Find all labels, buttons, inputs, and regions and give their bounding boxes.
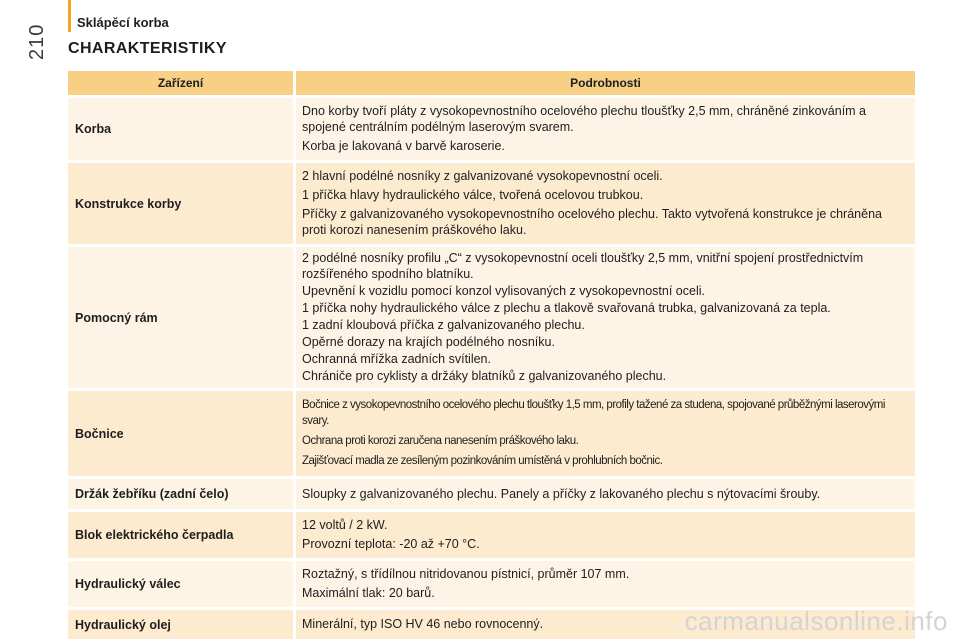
table-header-row: [68, 71, 915, 95]
table-row: [68, 163, 915, 244]
row-details: [296, 479, 915, 509]
detail-line: 2 podélné nosníky profilu „C“ z vysokopevnostní oceli tloušťky 2,5 mm, vnitřní spojení prostřednictvím rozšířeného spodního blatníku.: [302, 251, 864, 281]
row-details: [296, 512, 915, 558]
detail-line: 1 příčka hlavy hydraulického válce, tvořená ocelovou trubkou.: [302, 188, 644, 202]
detail-line: Dno korby tvoří pláty z vysokopevnostního ocelového plechu tloušťky 2,5 mm, chráněné zinkováním a spojené centrálním podélným laserovým svarem.: [302, 104, 867, 134]
table-row: [68, 561, 915, 607]
detail-line: Ochrana proti korozi zaručena nanesením práškového laku.: [302, 435, 579, 447]
page-title: CHARAKTERISTIKY: [68, 40, 227, 57]
detail-line: Bočnice z vysokopevnostního ocelového plechu tloušťky 1,5 mm, profily tažené za studena, spojované průběžnými laserovými svary.: [302, 399, 885, 427]
row-label: Hydraulický olej: [68, 610, 296, 639]
row-details: [296, 163, 915, 244]
row-label: Hydraulický válec: [68, 561, 296, 607]
section-accent-bar: [68, 0, 71, 32]
row-label: Držák žebříku (zadní čelo): [68, 479, 296, 509]
row-details: [296, 561, 915, 607]
column-header-equipment: Zařízení: [68, 71, 296, 95]
detail-line: Sloupky z galvanizovaného plechu. Panely a příčky z lakovaného plechu s nýtovacími šrouby.: [302, 486, 821, 501]
row-details: [296, 98, 915, 160]
row-label: Korba: [68, 98, 296, 160]
row-details: [296, 391, 915, 476]
row-details: [296, 247, 915, 388]
detail-line: 1 zadní kloubová příčka z galvanizovaného plechu.: [302, 318, 585, 332]
page-number: 210: [26, 23, 48, 60]
table-row: [68, 98, 915, 160]
detail-line: 12 voltů / 2 kW.: [302, 518, 388, 532]
detail-line: Příčky z galvanizovaného vysokopevnostního ocelového plechu. Takto vytvořená konstrukce je chráněna proti korozi nanesením práškového laku.: [302, 207, 882, 237]
detail-line: Chrániče pro cyklisty a držáky blatníků z galvanizovaného plechu.: [302, 369, 667, 383]
row-label: Pomocný rám: [68, 247, 296, 388]
detail-line: Opěrné dorazy na krajích podélného nosníku.: [302, 335, 555, 349]
detail-line: 1 příčka nohy hydraulického válce z plechu a tlakově svařovaná trubka, galvanizovaná za tepla.: [302, 301, 831, 315]
detail-line: Roztažný, s třídílnou nitridovanou pístnicí, průměr 107 mm.: [302, 567, 630, 581]
table-row: [68, 247, 915, 388]
watermark: carmanualsonline.info: [684, 606, 948, 636]
specifications-table: [68, 68, 915, 642]
row-label: Blok elektrického čerpadla: [68, 512, 296, 558]
row-label: Konstrukce korby: [68, 163, 296, 244]
row-label: Bočnice: [68, 391, 296, 476]
table-row: [68, 512, 915, 558]
detail-line: Upevnění k vozidlu pomocí konzol vylisovaných z vysokopevnostní oceli.: [302, 284, 705, 298]
detail-line: Korba je lakovaná v barvě karoserie.: [302, 139, 505, 153]
section-title: Sklápěcí korba: [77, 15, 169, 30]
detail-line: Zajišťovací madla ze zesíleným pozinkováním umístěná v prohlubních bočnic.: [302, 455, 663, 467]
detail-line: Maximální tlak: 20 barů.: [302, 586, 435, 600]
detail-line: Ochranná mřížka zadních svítilen.: [302, 352, 491, 366]
detail-line: 2 hlavní podélné nosníky z galvanizované vysokopevnostní oceli.: [302, 169, 663, 183]
table-row: [68, 479, 915, 509]
table-row: [68, 391, 915, 476]
detail-line: Provozní teplota: -20 až +70 °C.: [302, 537, 480, 551]
column-header-details: Podrobnosti: [296, 71, 915, 95]
detail-line: Minerální, typ ISO HV 46 nebo rovnocenný.: [302, 617, 544, 631]
